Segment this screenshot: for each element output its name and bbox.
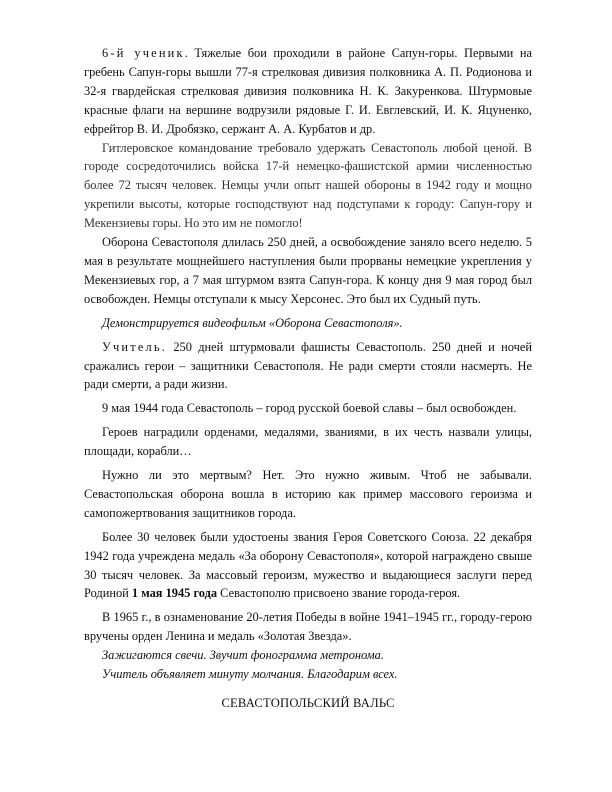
paragraph-teacher [84,338,532,395]
paragraph-text: Более 30 человек были удостоены звания Героя Советского Союза. 22 декабря 1942 года учреждена медаль «За оборону Севастополя», которой награждено свыше 30 тысяч человек. За массовый героизм, мужество и выдающиеся заслуги перед Родиной [84,529,532,601]
document-page [84,44,532,713]
paragraph-liberation: 9 мая 1944 года Севастополь – город русской боевой славы – был освобожден. [102,401,517,416]
paragraph-memory: Нужно ли это мертвым? Нет. Это нужно живым. Чтоб не забывали. Севастопольская оборона вошла в историю как пример массового героизма и самопожертвования защитников города. [84,468,532,520]
stage-direction-silence: Учитель объявляет минуту молчания. Благодарим всех. [102,667,398,682]
bold-date: 1 мая 1945 года [131,586,218,601]
song-title: СЕВАСТОПОЛЬСКИЙ ВАЛЬС [221,696,395,710]
paragraph-1965: В 1965 г., в ознаменование 20-летия Победы в войне 1941–1945 гг., городу-герою вручены орден Ленина и медаль «Золотая Звезда». [84,610,532,644]
paragraph-awards [84,528,532,604]
paragraph-defense: Оборона Севастополя длилась 250 дней, а освобождение заняло всего неделю. 5 мая в результате мощнейшего наступления были прорваны немецкие укрепления у Мекензиевых гор, а 7 мая штурмом взята Сапун-гора. К концу дня 9 мая город был освобожден. Немцы отступали к мысу Херсонес. Это был их Судный путь. [84,235,532,306]
paragraph-text: . Тяжелые бои проходили в районе Сапун-горы. Первыми на гребень Сапун-горы вышли 77-я стрелковая дивизия полковника А. П. Родионова и 32-я гвардейская стрелковая дивизия полковника Н. К. Закуренкова. Штурмовые красные флаги на вершине водрузили рядовые Г. И. Евглевский, И. К. Яцуненко, ефрейтор В. И. Дробязко, сержант А. А. Курбатов и др. [84,46,532,136]
paragraph-6th-student [84,44,532,139]
paragraph-command: Гитлеровское командование требовало удержать Севастополь любой ценой. В городе сосредоточились войска 17-й немецко-фашистской армии численностью более 72 тысяч человек. Немцы учли опыт нашей обороны в 1942 году и мощно укрепили высоты, которые господствуют над подступами к городу: Сапун-гору и Мекензиевы горы. Но это им не помогло! [84,140,532,231]
paragraph-text: 250 дней штурмовали фашисты Севастополь. 250 дней и ночей сражались герои – защитники Севастополя. Не ради смерти стояли насмерть. Не ради смерти, а ради жизни. [84,339,532,392]
paragraph-text-tail: Севастополю присвоено звание города-героя. [217,586,461,601]
speaker-teacher: Учитель. [102,339,168,354]
stage-direction-candles: Зажигаются свечи. Звучит фонограмма метронома. [102,648,384,663]
speaker-6th-student: 6-й ученик [102,46,185,60]
stage-direction-film: Демонстрируется видеофильм «Оборона Севастополя». [102,315,403,330]
paragraph-heroes: Героев наградили орденами, медалями, званиями, в их честь назвали улицы, площади, корабли… [84,425,532,459]
